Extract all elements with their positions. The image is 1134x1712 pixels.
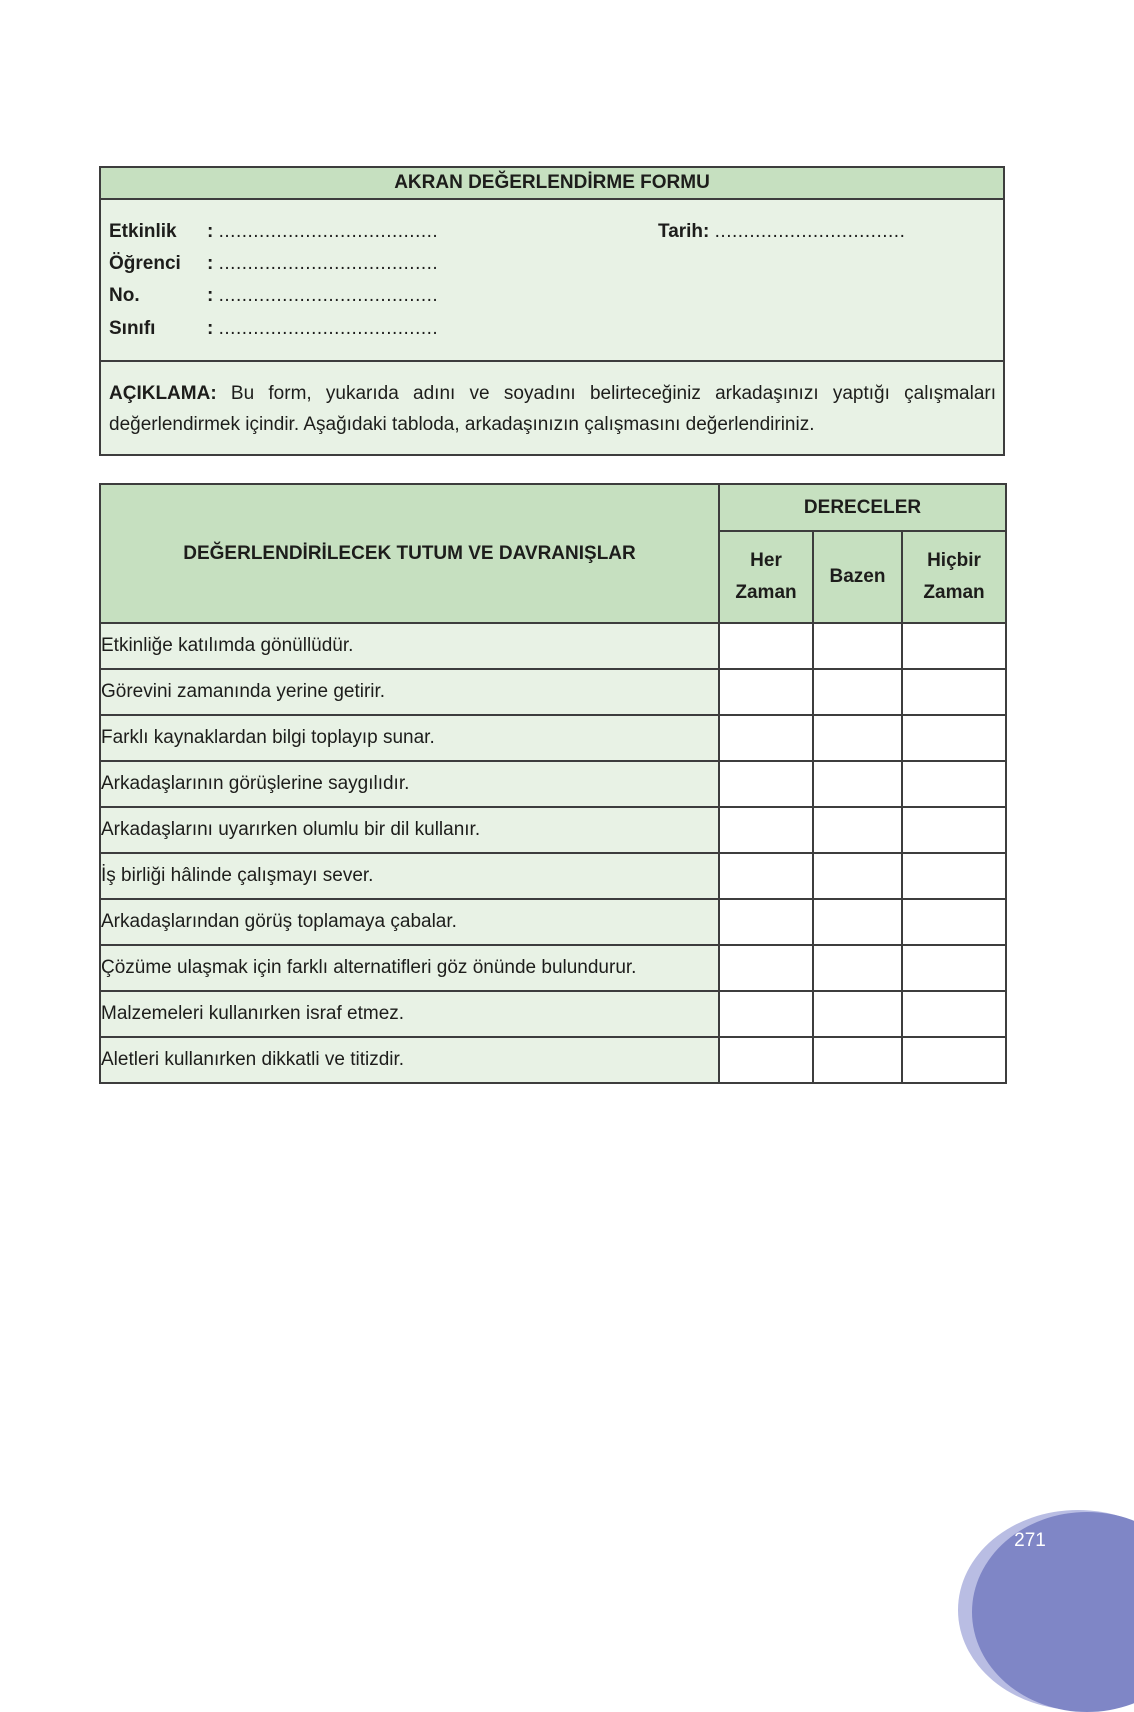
date-blank[interactable]: ................................. — [714, 221, 906, 242]
rating-cell-her-zaman[interactable] — [719, 715, 813, 761]
degree-col-hicbir-zaman — [902, 531, 1006, 623]
form-title: AKRAN DEĞERLENDİRME FORMU — [101, 168, 1003, 200]
table-row — [100, 761, 1006, 807]
criterion-cell: Farklı kaynaklardan bilgi toplayıp sunar. — [100, 715, 719, 761]
criterion-cell: Etkinliğe katılımda gönüllüdür. — [100, 623, 719, 669]
table-row — [100, 715, 1006, 761]
degree-col-her-zaman — [719, 531, 813, 623]
rating-cell-her-zaman[interactable] — [719, 991, 813, 1037]
criterion-cell: Arkadaşlarını uyarırken olumlu bir dil kullanır. — [100, 807, 719, 853]
rating-cell-bazen[interactable] — [813, 899, 902, 945]
rating-cell-hicbir-zaman[interactable] — [902, 669, 1006, 715]
rating-cell-bazen[interactable] — [813, 991, 902, 1037]
page-number: 271 — [1014, 1530, 1046, 1551]
rubric-rows — [100, 623, 1006, 1083]
degree-col-line1: Her — [750, 550, 782, 571]
form-fields — [101, 200, 1003, 362]
rating-cell-her-zaman[interactable] — [719, 945, 813, 991]
table-row — [100, 623, 1006, 669]
rating-cell-hicbir-zaman[interactable] — [902, 807, 1006, 853]
description-text: Bu form, yukarıda adını ve soyadını belirteceğiniz arkadaşınızı yaptığı çalışmaları değerlendirmek içindir. Aşağıdaki tabloda, arkadaşınızın çalışmasını değerlendiriniz. — [109, 383, 996, 435]
criterion-cell: Malzemeleri kullanırken israf etmez. — [100, 991, 719, 1037]
rating-cell-hicbir-zaman[interactable] — [902, 715, 1006, 761]
criterion-cell: Arkadaşlarının görüşlerine saygılıdır. — [100, 761, 719, 807]
date-label: Tarih: — [658, 221, 710, 242]
rating-cell-her-zaman[interactable] — [719, 761, 813, 807]
form-description — [101, 362, 1003, 454]
rating-cell-bazen[interactable] — [813, 669, 902, 715]
degree-col-bazen — [813, 531, 902, 623]
table-row — [100, 899, 1006, 945]
rating-cell-hicbir-zaman[interactable] — [902, 991, 1006, 1037]
rubric-table — [99, 483, 1007, 1084]
degree-col-line1: Hiçbir — [927, 550, 981, 571]
criterion-cell: Çözüme ulaşmak için farklı alternatifleri göz önünde bulundurur. — [100, 945, 719, 991]
field-colon: : — [207, 285, 214, 306]
rating-cell-her-zaman[interactable] — [719, 669, 813, 715]
field-label: Öğrenci — [109, 253, 181, 274]
field-label: Sınıfı — [109, 318, 156, 339]
rating-cell-her-zaman[interactable] — [719, 623, 813, 669]
field-etkinlik[interactable] — [109, 220, 438, 244]
table-row — [100, 945, 1006, 991]
degrees-header: DERECELER — [719, 484, 1006, 531]
field-blank[interactable]: ...................................... — [218, 318, 439, 339]
field-ogrenci[interactable] — [109, 252, 438, 276]
rating-cell-her-zaman[interactable] — [719, 807, 813, 853]
criterion-cell: Arkadaşlarından görüş toplamaya çabalar. — [100, 899, 719, 945]
field-colon: : — [207, 253, 214, 274]
table-row — [100, 853, 1006, 899]
rating-cell-bazen[interactable] — [813, 715, 902, 761]
criteria-header: DEĞERLENDİRİLECEK TUTUM VE DAVRANIŞLAR — [100, 484, 719, 623]
rating-cell-her-zaman[interactable] — [719, 1037, 813, 1083]
degree-col-line2: Zaman — [735, 582, 797, 603]
rating-cell-hicbir-zaman[interactable] — [902, 853, 1006, 899]
table-row — [100, 991, 1006, 1037]
field-label: No. — [109, 285, 140, 306]
field-blank[interactable]: ...................................... — [218, 253, 439, 274]
field-blank[interactable]: ...................................... — [218, 221, 439, 242]
field-colon: : — [207, 318, 214, 339]
rating-cell-bazen[interactable] — [813, 945, 902, 991]
rating-cell-hicbir-zaman[interactable] — [902, 945, 1006, 991]
rating-cell-bazen[interactable] — [813, 761, 902, 807]
peer-evaluation-form — [99, 166, 1005, 456]
rating-cell-her-zaman[interactable] — [719, 899, 813, 945]
table-row — [100, 807, 1006, 853]
criterion-cell: Aletleri kullanırken dikkatli ve titizdir. — [100, 1037, 719, 1083]
field-sinifi[interactable] — [109, 317, 438, 341]
rating-cell-bazen[interactable] — [813, 623, 902, 669]
criterion-cell: Görevini zamanında yerine getirir. — [100, 669, 719, 715]
field-blank[interactable]: ...................................... — [218, 285, 439, 306]
rating-cell-bazen[interactable] — [813, 807, 902, 853]
rating-cell-bazen[interactable] — [813, 853, 902, 899]
rating-cell-hicbir-zaman[interactable] — [902, 899, 1006, 945]
table-row — [100, 669, 1006, 715]
field-tarih[interactable] — [658, 220, 905, 244]
field-colon: : — [207, 221, 214, 242]
rating-cell-hicbir-zaman[interactable] — [902, 623, 1006, 669]
description-label: AÇIKLAMA: — [109, 383, 217, 404]
rating-cell-her-zaman[interactable] — [719, 853, 813, 899]
field-label: Etkinlik — [109, 221, 177, 242]
table-row — [100, 1037, 1006, 1083]
degree-col-line2: Zaman — [923, 582, 985, 603]
criterion-cell: İş birliği hâlinde çalışmayı sever. — [100, 853, 719, 899]
rating-cell-hicbir-zaman[interactable] — [902, 761, 1006, 807]
degree-col-line1: Bazen — [829, 566, 886, 587]
field-no[interactable] — [109, 284, 438, 308]
rating-cell-hicbir-zaman[interactable] — [902, 1037, 1006, 1083]
rating-cell-bazen[interactable] — [813, 1037, 902, 1083]
